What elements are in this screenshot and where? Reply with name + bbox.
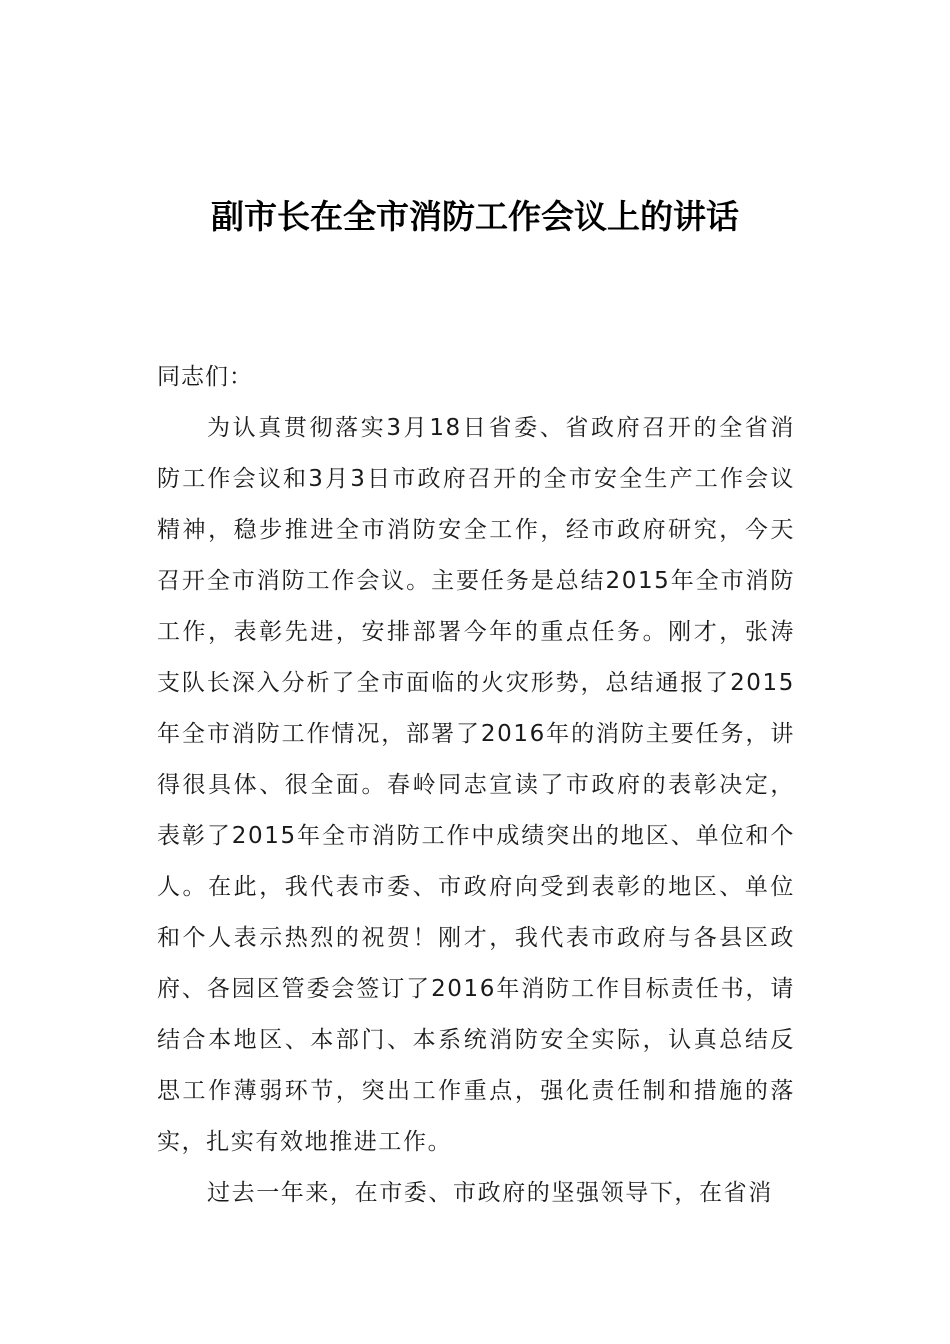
document-body — [157, 352, 795, 1219]
paragraph-1: 为认真贯彻落实3月18日省委、省政府召开的全省消防工作会议和3月3日市政府召开的全市安全生产工作会议精神，稳步推进全市消防安全工作，经市政府研究，今天召开全市消防工作会议。主要任务是总结2015年全市消防工作，表彰先进，安排部署今年的重点任务。刚才，张涛支队长深入分析了全市面临的火灾形势，总结通报了2015年全市消防工作情况，部署了2016年的消防主要任务，讲得很具体、很全面。春岭同志宣读了市政府的表彰决定，表彰了2015年全市消防工作中成绩突出的地区、单位和个人。在此，我代表市委、市政府向受到表彰的地区、单位和个人表示热烈的祝贺！刚才，我代表市政府与各县区政府、各园区管委会签订了2016年消防工作目标责任书，请结合本地区、本部门、本系统消防安全实际，认真总结反思工作薄弱环节，突出工作重点，强化责任制和措施的落实，扎实有效地推进工作。 — [157, 415, 795, 1155]
document-title: 副市长在全市消防工作会议上的讲话 — [211, 197, 739, 236]
salutation: 同志们： — [157, 364, 253, 390]
paragraph-2: 过去一年来，在市委、市政府的坚强领导下，在省消 — [207, 1180, 773, 1206]
